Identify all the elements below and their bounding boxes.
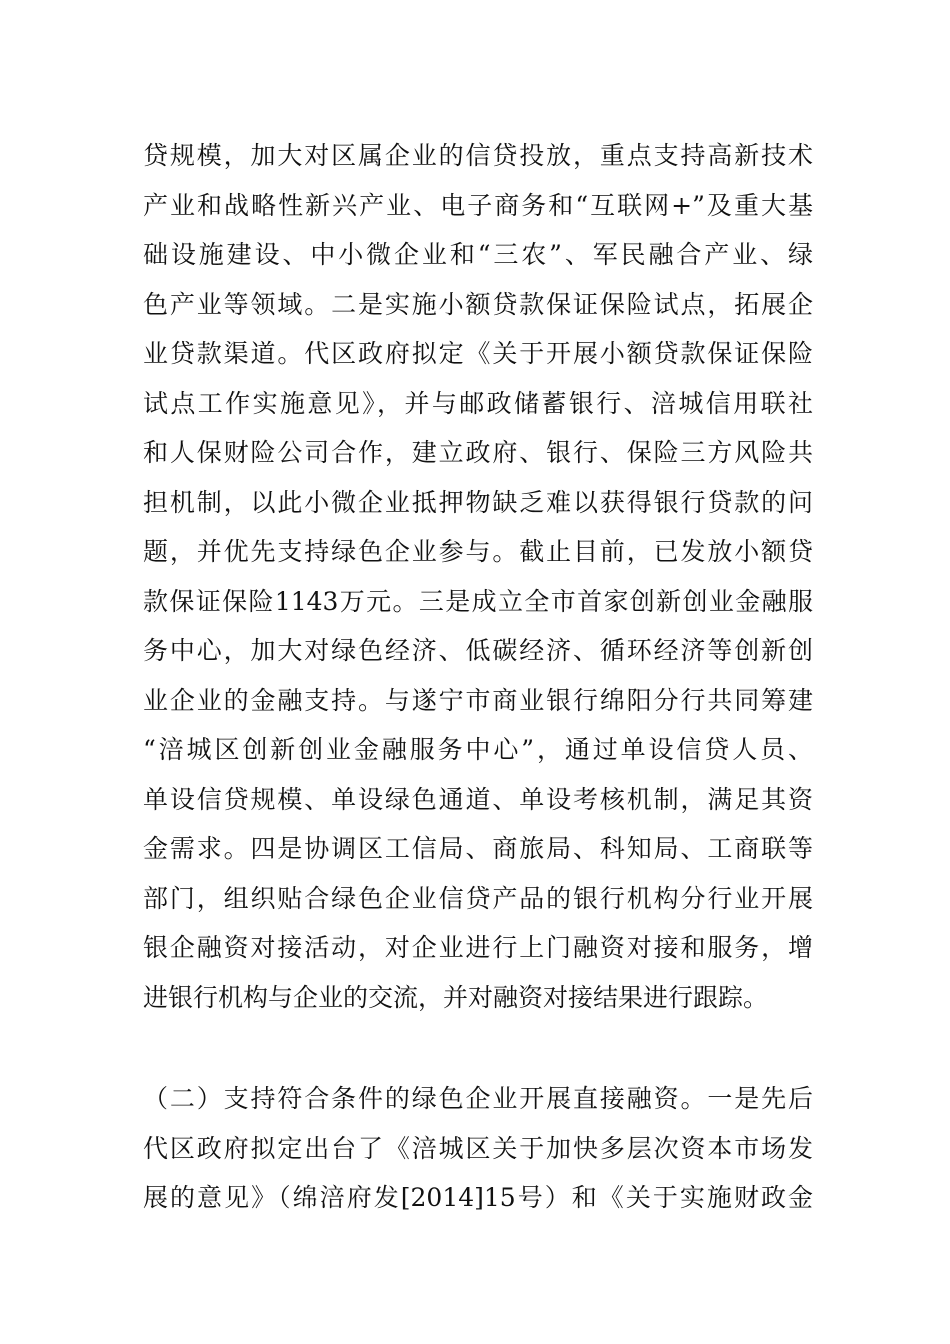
text-line: 产业和战略性新兴产业、电子商务和“互联网+”及重大基: [143, 190, 813, 220]
text-line: 题，并优先支持绿色企业参与。截止目前，已发放小额贷: [143, 537, 813, 566]
text-line: 和人保财险公司合作，建立政府、银行、保险三方风险共: [143, 438, 813, 467]
text-line: 业企业的金融支持。与遂宁市商业银行绵阳分行共同筹建: [143, 685, 813, 715]
text-line: 础设施建设、中小微企业和“三农”、军民融合产业、绿: [143, 240, 813, 269]
text-line: 试点工作实施意见》，并与邮政储蓄银行、涪城信用联社: [143, 388, 813, 418]
paragraph-1: [143, 131, 813, 1022]
text-line: 务中心，加大对绿色经济、低碳经济、循环经济等创新创: [143, 636, 813, 665]
text-line: 单设信贷规模、单设绿色通道、单设考核机制，满足其资: [143, 784, 813, 814]
text-line: 展的意见》（绵涪府发[2014]15号）和《关于实施财政金: [143, 1183, 813, 1212]
text-line: （二）支持符合条件的绿色企业开展直接融资。一是先后: [143, 1084, 813, 1113]
text-line: “涪城区创新创业金融服务中心”，通过单设信贷人员、: [143, 735, 813, 764]
paragraph-2: [143, 1074, 813, 1223]
text-line: 进银行机构与企业的交流，并对融资对接结果进行跟踪。: [143, 982, 769, 1012]
text-line: 款保证保险1143万元。三是成立全市首家创新创业金融服: [143, 586, 813, 616]
text-line: 金需求。四是协调区工信局、商旅局、科知局、工商联等: [143, 834, 813, 863]
text-line: 业贷款渠道。代区政府拟定《关于开展小额贷款保证保险: [143, 339, 813, 368]
text-line: 担机制，以此小微企业抵押物缺乏难以获得银行贷款的问: [143, 487, 813, 517]
text-line: 色产业等领域。二是实施小额贷款保证保险试点，拓展企: [143, 289, 813, 319]
text-line: 贷规模，加大对区属企业的信贷投放，重点支持高新技术: [143, 141, 813, 170]
text-line: 代区政府拟定出台了《涪城区关于加快多层次资本市场发: [143, 1133, 813, 1163]
text-line: 银企融资对接活动，对企业进行上门融资对接和服务，增: [143, 933, 813, 962]
text-line: 部门，组织贴合绿色企业信贷产品的银行机构分行业开展: [143, 883, 813, 913]
